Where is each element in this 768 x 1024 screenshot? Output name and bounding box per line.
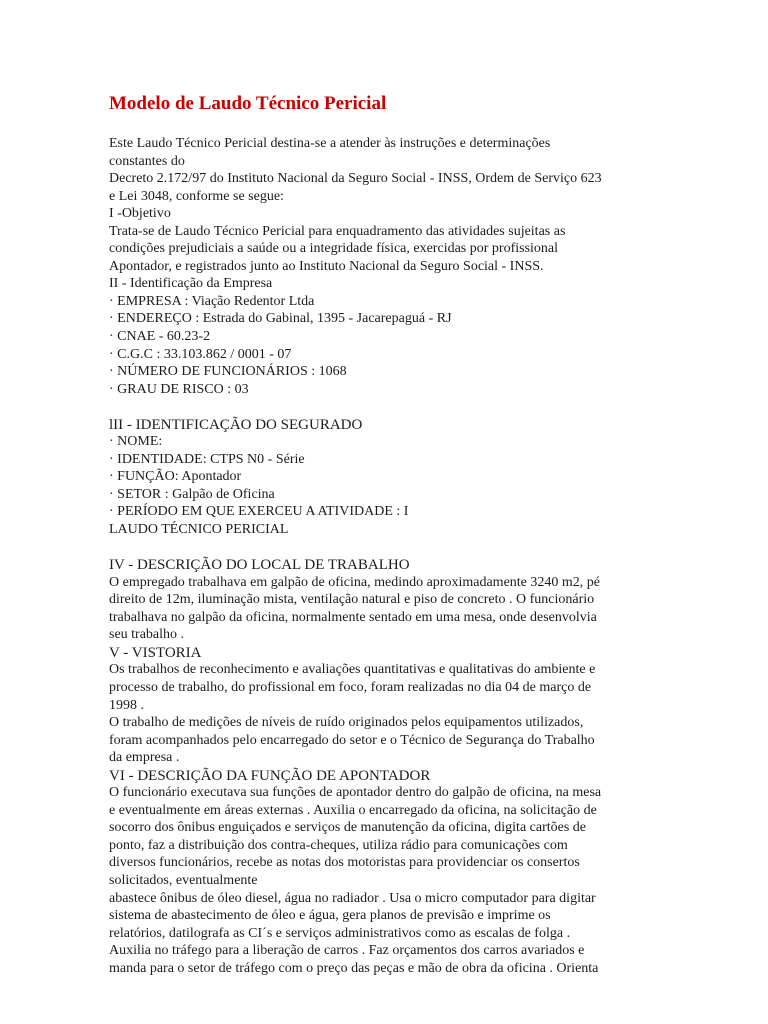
text-line: abastece ônibus de óleo diesel, água no radiador . Usa o micro computador para digitar [109, 890, 596, 906]
text-line: Auxilia no tráfego para a liberação de carros . Faz orçamentos dos carros avariados e [109, 943, 585, 959]
text-line: manda para o setor de tráfego com o preço das peças e mão de obra da oficina . Orienta [109, 960, 599, 976]
text-line: relatórios, datilografa as CI´s e serviços administrativos como as escalas de folga . [109, 925, 571, 941]
blank-line [109, 539, 759, 557]
list-item: · FUNÇÃO: Apontador [109, 469, 242, 485]
list-item: · NOME: [109, 434, 163, 450]
text-line: condições prejudiciais a saúde ou a integridade física, exercidas por profissional [109, 241, 559, 257]
text-line: Trata-se de Laudo Técnico Pericial para enquadramento das atividades sujeitas as [109, 223, 566, 239]
list-item: · GRAU DE RISCO : 03 [109, 381, 249, 397]
section-heading-local-trabalho: IV - DESCRIÇÃO DO LOCAL DE TRABALHO [109, 557, 410, 574]
blank-line [109, 398, 759, 416]
text-line: Os trabalhos de reconhecimento e avaliações quantitativas e qualitativas do ambiente e [109, 662, 596, 678]
text-line: Apontador, e registrados junto ao Instituto Nacional da Seguro Social - INSS. [109, 258, 544, 274]
section-heading-empresa: II - Identificação da Empresa [109, 276, 273, 292]
text-line: ponto, faz a distribuição dos contra-cheques, utiliza rádio para comunicações com [109, 837, 568, 853]
text-line: O funcionário executava sua funções de apontador dentro do galpão de oficina, na mesa [109, 785, 602, 801]
text-line: Decreto 2.172/97 do Instituto Nacional da Seguro Social - INSS, Ordem de Serviço 623 [109, 171, 602, 187]
document-title: Modelo de Laudo Técnico Pericial [109, 93, 387, 114]
text-line: e eventualmente em áreas externas . Auxilia o encarregado da oficina, na solicitação de [109, 802, 597, 818]
text-line: LAUDO TÉCNICO PERICIAL [109, 522, 289, 538]
section-heading-vistoria: V - VISTORIA [109, 644, 202, 661]
text-line: seu trabalho . [109, 627, 185, 643]
section-heading-segurado: lII - IDENTIFICAÇÃO DO SEGURADO [109, 416, 363, 433]
list-item: · ENDEREÇO : Estrada do Gabinal, 1395 - Jacarepaguá - RJ [109, 311, 452, 327]
text-line: direito de 12m, iluminação mista, ventilação natural e piso de concreto . O funcionário [109, 592, 595, 608]
list-item: · NÚMERO DE FUNCIONÁRIOS : 1068 [109, 364, 347, 380]
document-page [109, 92, 759, 977]
text-line: socorro dos ônibus enguiçados e serviços de manutenção da oficina, digita cartões de [109, 820, 587, 836]
list-item: · EMPRESA : Viação Redentor Ltda [109, 293, 315, 309]
list-item: · SETOR : Galpão de Oficina [109, 486, 275, 502]
text-line: constantes do [109, 153, 185, 169]
document-body [109, 135, 759, 977]
text-line: Este Laudo Técnico Pericial destina-se a atender às instruções e determinações [109, 136, 551, 151]
list-item: · C.G.C : 33.103.862 / 0001 - 07 [109, 346, 292, 362]
text-line: da empresa . [109, 750, 180, 766]
text-line: trabalhava no galpão da oficina, normalmente sentado em uma mesa, onde desenvolvia [109, 609, 597, 625]
text-line: foram acompanhados pelo encarregado do setor e o Técnico de Segurança do Trabalho [109, 732, 595, 748]
text-line: 1998 . [109, 697, 144, 713]
text-line: diversos funcionários, recebe as notas dos motoristas para providenciar os consertos [109, 855, 580, 871]
section-heading-funcao: VI - DESCRIÇÃO DA FUNÇÃO DE APONTADOR [109, 767, 431, 784]
text-line: e Lei 3048, conforme se segue: [109, 188, 284, 204]
text-line: solicitados, eventualmente [109, 872, 258, 888]
list-item: · IDENTIDADE: CTPS N0 - Série [109, 451, 305, 467]
section-heading-objetivo: I -Objetivo [109, 206, 171, 222]
text-line: processo de trabalho, do profissional em foco, foram realizadas no dia 04 de março de [109, 679, 592, 695]
list-item: · CNAE - 60.23-2 [109, 329, 211, 345]
text-line: sistema de abastecimento de óleo e água, gera planos de previsão e imprime os [109, 908, 551, 924]
text-line: O trabalho de medições de níveis de ruído originados pelos equipamentos utilizados, [109, 715, 584, 731]
list-item: · PERÍODO EM QUE EXERCEU A ATIVIDADE : I [109, 504, 409, 520]
text-line: O empregado trabalhava em galpão de oficina, medindo aproximadamente 3240 m2, pé [109, 574, 600, 590]
